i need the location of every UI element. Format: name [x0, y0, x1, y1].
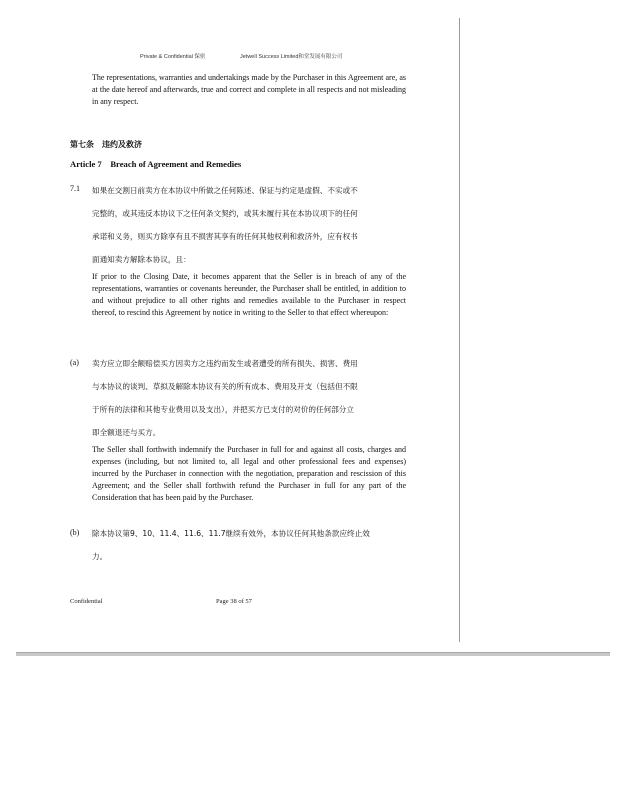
clause-7-1 [92, 179, 406, 319]
clause-7-1-zh-line: 如果在交割日前卖方在本协议中所做之任何陈述、保证与约定是虚假、不实或不 [92, 186, 358, 195]
page-bottom-edge [16, 652, 610, 656]
clause-a-en: The Seller shall forthwith indemnify the Purchaser in full for and against all costs, charges and expenses (including, but not limited to, all legal and other professional fees and expenses) incurred by the Purchaser in connection with the negotiation, preparation and rescission of this Agreement; and the Seller shall forthwith refund the Purchaser in full for any part of the Consideration that has been paid by the Purchaser. [92, 445, 406, 502]
clause-a-zh-line: 与本协议的谈判、草拟及解除本协议有关的所有成本、费用及开支（包括但不限 [92, 382, 358, 391]
intro-paragraph: The representations, warranties and undertakings made by the Purchaser in this Agreement are, as at the date hereof and afterwards, true and correct and complete in all respects and not misleading in any respect. [92, 73, 406, 106]
clause-a-zh-line: 卖方应立即全额赔偿买方因卖方之违约而发生或者遭受的所有损失、损害、费用 [92, 359, 358, 368]
clause-a-zh-line: 于所有的法律和其他专业费用以及支出），并把买方已支付的对价的任何部分立 [92, 405, 354, 414]
header-left: Private & Confidential 保密 [140, 54, 206, 60]
clause-b [92, 522, 406, 568]
clause-7-1-zh-line: 承诺和义务，则买方除享有且不损害其享有的任何其他权利和救济外，应有权书 [92, 232, 358, 241]
header-right: Jetwell Success Limited和堂发展有限公司 [240, 54, 343, 60]
page-right-edge [459, 18, 460, 642]
clause-b-number: (b) [70, 528, 80, 537]
clause-7-1-number: 7.1 [70, 184, 80, 193]
footer-left: Confidential [70, 598, 103, 605]
clause-b-zh-line: 力。 [92, 552, 108, 561]
clause-a-number: (a) [70, 358, 79, 367]
clause-7-1-zh-line: 面通知卖方解除本协议，且： [92, 255, 191, 264]
clause-a-zh-line: 即全额退还与买方。 [92, 428, 161, 437]
article-title-en: Article 7 Breach of Agreement and Remedies [70, 159, 242, 169]
clause-7-1-zh-line: 完整的，或其违反本协议下之任何条文契约，或其未履行其在本协议项下的任何 [92, 209, 358, 218]
clause-a [92, 352, 406, 504]
clause-7-1-en: If prior to the Closing Date, it becomes apparent that the Seller is in breach of any of the representations, warranties or covenants hereunder, the Purchaser shall be entitled, in addition to and without prejudice to all other rights and remedies available to the Purchaser in respect thereof, to rescind this Agreement by notice in writing to the Seller to that effect whereupon: [92, 272, 406, 317]
article-title-zh: 第七条 违约及救济 [70, 140, 142, 149]
clause-b-zh-line: 除本协议第9、10、11.4、11.6、11.7继续有效外，本协议任何其他条款应终止效 [92, 529, 370, 538]
page-number: Page 38 of 57 [216, 598, 252, 605]
page-body [70, 72, 406, 561]
